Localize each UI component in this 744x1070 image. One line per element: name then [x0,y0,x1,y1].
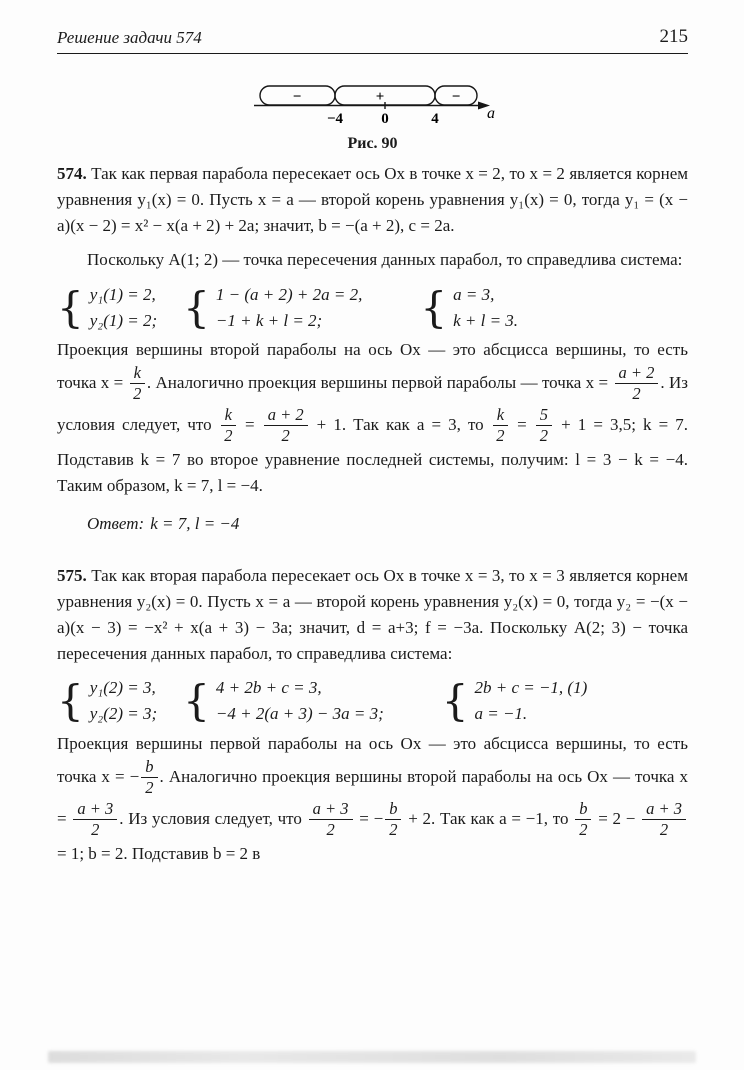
text-run: Так как первая парабола пересекает ось Ox в точке x = 2, то x = 2 является корнем уравнения y₁(x) = 0. Пусть x = a — второй корень уравнения y₁(x) = 0, тогда y₁ = (x − a)(x − 2) = x² − x(a + 2) + 2a; значит, b = −(a + 2), c = 2a. [57,164,688,235]
denominator: 2 [659,820,669,840]
text-run: Проекция вершины первой параболы на ось Ox — это абсцисса вершины, то есть точка x = − [57,733,688,786]
left-brace-icon [57,281,84,333]
left-brace-icon [57,675,84,727]
equation-line: −4 + 2(a + 3) − 3a = 3; [215,704,384,724]
text-run: + 1 = 3,5; k = 7. Подставив k = 7 во второе уравнение последней системы, получим: l = 3 − k = −4. Таким образом, k = 7, l = −4. [57,414,688,495]
equation-line: y₂(1) = 2; [89,310,158,330]
text-run: + 2. Так как a = −1, то [403,808,574,828]
numerator: a + 3 [73,800,117,820]
text-run: . Из условия следует, что [57,372,688,434]
numerator: a + 2 [264,406,308,426]
answer-574 [87,511,688,537]
fraction [130,364,145,404]
tick-label-4: 4 [430,111,439,127]
equation-line: −1 + k + l = 2; [215,310,323,330]
answer-value: k = 7, l = −4 [150,513,240,533]
text-run: = 2 − [593,808,641,828]
denominator: 2 [133,384,142,404]
denominator: 2 [145,778,154,798]
equation-line: y₂(2) = 3; [89,704,158,724]
fraction [264,406,308,446]
equation-system-575-2 [183,675,384,727]
denominator: 2 [539,426,549,446]
denominator: 2 [579,820,588,840]
denominator: 2 [496,426,505,446]
numerator: a + 3 [642,800,686,820]
equation-system-574-2 [183,281,362,333]
denominator: 2 [632,384,641,404]
text-run: Поскольку A(1; 2) — точка пересечения данных парабол, то справедлива система: [87,250,683,269]
equation-system-575-1 [57,675,157,727]
paragraph-575-intro [57,563,688,667]
paragraph-574-since [57,247,688,273]
system-lines [216,283,362,332]
scan-artifact [48,1051,696,1063]
denominator: 2 [281,426,290,446]
sign-middle: + [375,89,384,105]
numerator: b [141,758,157,778]
numerator: a + 3 [309,800,353,820]
numerator: k [221,406,236,426]
figure-90 [57,66,688,153]
text-run: = − [354,808,384,828]
equation-line: k + l = 3. [453,310,519,330]
system-lines [216,676,384,725]
equation-system-575-3 [442,675,588,727]
page-header [57,26,688,54]
text-run: . Аналогично проекция вершины первой параболы — точка x = [146,372,613,392]
system-lines [453,283,518,332]
left-brace-icon [183,281,210,333]
axis-label-a: a [486,105,495,122]
fraction [536,406,552,446]
equation-system-574-1 [57,281,157,333]
text-run: = 1; b = 2. Подставив b = 2 в [57,843,261,863]
tick-label-minus4: −4 [326,111,343,127]
left-brace-icon [442,675,469,727]
system-lines [90,283,157,332]
paragraph-574-projection [57,337,688,499]
equation-line: 1 − (a + 2) + 2a = 2, [215,284,363,304]
text-run: = [237,414,262,434]
equation-line: a = −1. [474,704,528,724]
text-run: + 1. Так как a = 3, то [309,414,491,434]
fraction [309,800,353,840]
fraction [141,758,157,798]
page-number: 215 [659,26,688,47]
tick-label-0: 0 [380,111,389,127]
text-run: Так как вторая парабола пересекает ось Ox в точке x = 3, то x = 3 является корнем уравнения y₂(x) = 0. Пусть x = a — второй корень уравнения y₂(x) = 0, тогда y₂ = −(x − a)(x − 3) = −x² + x(a + 3) − 3a; значит, d = a+3; f = −3a. Поскольку A(2; 3) − точка пересечения данных парабол, то справедлива система: [57,565,688,663]
numerator: a + 2 [615,364,659,384]
fraction [615,364,659,404]
problem-number-575: 575. [57,565,87,585]
sign-left: − [292,89,301,105]
fraction [73,800,117,840]
fraction [493,406,508,446]
text-run: . Из условия следует, что [119,808,307,828]
system-lines [90,676,157,725]
numerator: b [575,800,591,820]
equation-system-574-3 [420,281,518,333]
denominator: 2 [91,820,100,840]
left-brace-icon [183,675,210,727]
numerator: k [493,406,508,426]
paragraph-574-intro [57,161,688,239]
systems-row-574 [57,281,688,333]
numerator: k [130,364,145,384]
left-brace-icon [420,281,447,333]
fraction [575,800,591,840]
text-run: = [510,414,534,434]
text-run: Проекция вершины второй параболы на ось Ox — это абсцисса вершины, то есть точка x = [57,340,688,392]
answer-label: Ответ: [87,513,145,533]
equation-line: y₁(2) = 3, [89,678,156,698]
equation-line: 2b + c = −1, (1) [474,678,588,698]
denominator: 2 [224,426,233,446]
numerator: 5 [536,406,552,426]
system-lines [474,676,587,725]
fraction [221,406,236,446]
figure-caption: Рис. 90 [347,135,398,152]
denominator: 2 [389,820,398,840]
equation-line: 4 + 2b + c = 3, [215,678,322,698]
fraction [385,800,401,840]
text-run: . Аналогично проекция вершины второй параболы на ось Ox — точка x = [57,766,688,828]
sign-chart-figure [248,66,498,128]
denominator: 2 [326,820,335,840]
problem-number-574: 574. [57,164,87,183]
fraction [642,800,686,840]
numerator: b [385,800,401,820]
running-title: Решение задачи 574 [57,28,202,47]
systems-row-575 [57,675,688,727]
paragraph-575-projection [57,731,688,867]
equation-line: y₁(1) = 2, [89,284,156,304]
sign-right: − [451,89,460,105]
equation-line: a = 3, [453,284,495,304]
